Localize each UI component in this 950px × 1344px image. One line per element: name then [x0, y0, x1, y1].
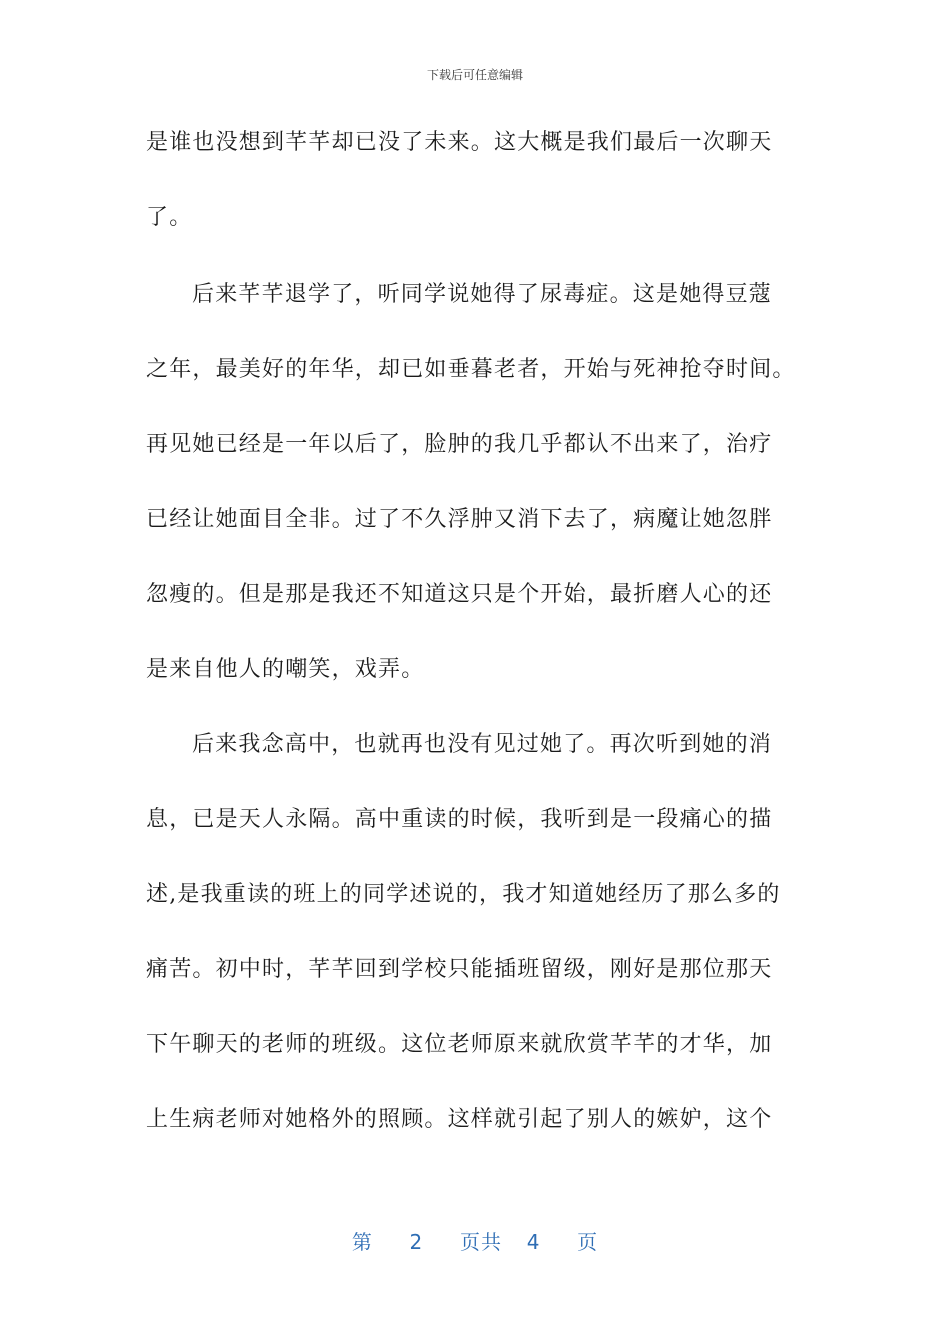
- text-line: 是谁也没想到芊芊却已没了未来。这大概是我们最后一次聊天: [146, 130, 773, 155]
- text-line: 息，已是天人永隔。高中重读的时候，我听到是一段痛心的描: [146, 807, 773, 832]
- text-line: 痛苦。初中时，芊芊回到学校只能插班留级，刚好是那位那天: [146, 957, 773, 982]
- footer-prefix: 第: [351, 1230, 373, 1254]
- text-line: 了。: [146, 205, 193, 230]
- text-line: 是来自他人的嘲笑，戏弄。: [146, 657, 425, 682]
- text-line: 述,是我重读的班上的同学述说的，我才知道她经历了那么多的: [146, 882, 781, 907]
- current-page-number: 2: [409, 1230, 424, 1254]
- text-line: 下午聊天的老师的班级。这位老师原来就欣赏芊芊的才华，加: [146, 1032, 773, 1057]
- text-line: 上生病老师对她格外的照顾。这样就引起了别人的嫉妒，这个: [146, 1107, 773, 1132]
- text-line: 之年，最美好的年华，却已如垂暮老者，开始与死神抢夺时间。: [146, 357, 796, 382]
- text-line: 忽瘦的。但是那是我还不知道这只是个开始，最折磨人心的还: [146, 582, 773, 607]
- text-line: 再见她已经是一年以后了，脸肿的我几乎都认不出来了，治疗: [146, 432, 773, 457]
- footer-suffix: 页: [577, 1230, 599, 1254]
- page-footer: [0, 1226, 950, 1255]
- footer-middle: 页共: [460, 1230, 502, 1254]
- text-line: 后来我念高中，也就再也没有见过她了。再次听到她的消: [192, 732, 773, 757]
- text-line: 后来芊芊退学了，听同学说她得了尿毒症。这是她得豆蔻: [192, 282, 773, 307]
- page-header: 下载后可任意编辑: [426, 68, 523, 82]
- text-line: 已经让她面目全非。过了不久浮肿又消下去了，病魔让她忽胖: [146, 507, 773, 532]
- total-pages-number: 4: [526, 1230, 541, 1254]
